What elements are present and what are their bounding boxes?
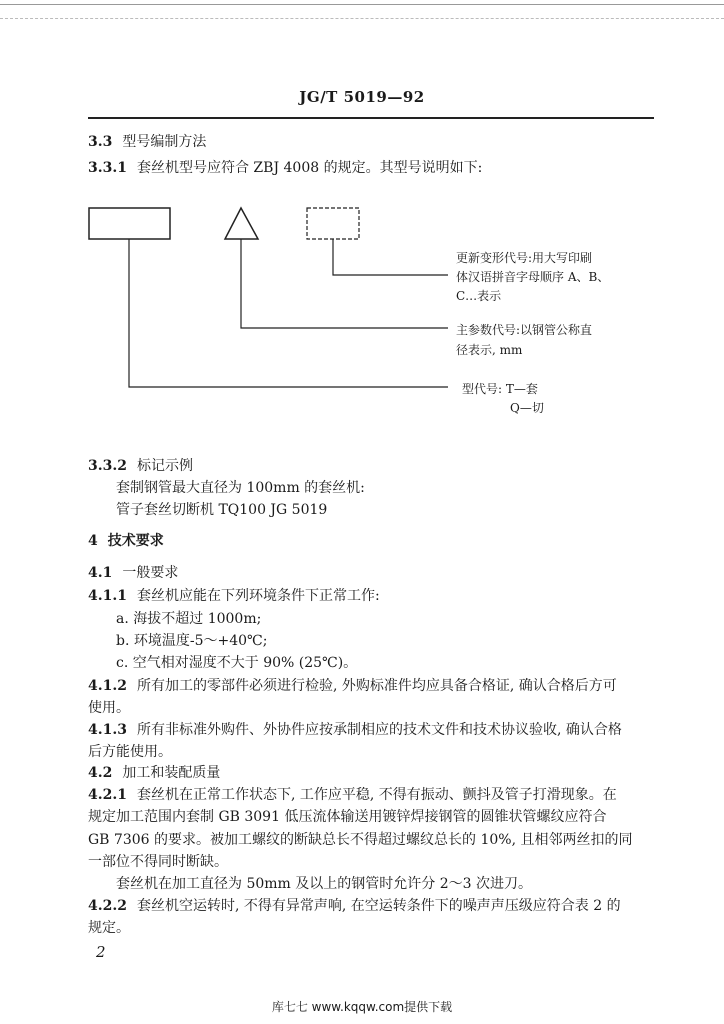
section-number: 4 xyxy=(88,533,98,549)
section-number: 4.1 xyxy=(88,565,113,581)
section-4-2-1-l3: GB 7306 的要求。被加工螺纹的断缺总长不得超过螺纹总长的 10%, 且相邻两丝扣的同 xyxy=(88,832,633,848)
section-title: 加工和装配质量 xyxy=(122,765,221,781)
section-number: 4.1.3 xyxy=(88,722,127,738)
label-variant-line2: 体汉语拼音字母顺序 A、B、 xyxy=(456,270,610,284)
section-number: 4.2.1 xyxy=(88,787,127,803)
section-4-1-3 xyxy=(88,719,622,739)
page-header: JG/T 5019—92 xyxy=(299,88,425,106)
label-type-line2: Q—切 xyxy=(510,401,544,415)
section-text: 套丝机应能在下列环境条件下正常工作: xyxy=(136,588,380,604)
section-number: 4.2 xyxy=(88,765,113,781)
section-4-2-1-l2: 规定加工范围内套制 GB 3091 低压流体输送用镀锌焊接钢管的圆锥状管螺纹应符合 xyxy=(88,809,607,825)
section-title: 一般要求 xyxy=(122,565,179,581)
section-number: 4.1.2 xyxy=(88,678,127,694)
section-text: 所有加工的零部件必须进行检验, 外购标准件均应具备合格证, 确认合格后方可 xyxy=(136,678,617,694)
base-code-box xyxy=(89,208,170,239)
section-title: 型号编制方法 xyxy=(122,134,207,150)
section-3-3-2 xyxy=(88,455,193,475)
section-4-2-2-cont: 规定。 xyxy=(88,920,130,936)
section-number: 3.3 xyxy=(88,134,113,150)
section-4-2 xyxy=(88,762,220,782)
variant-code-box xyxy=(307,208,359,239)
label-param-line1: 主参数代号:以钢管公称直 xyxy=(456,323,593,337)
leader-parameter xyxy=(241,239,448,328)
section-4 xyxy=(88,530,164,550)
example-line-1: 套制钢管最大直径为 100mm 的套丝机: xyxy=(116,480,365,496)
section-number: 3.3.2 xyxy=(88,458,127,474)
section-text: 套丝机型号应符合 ZBJ 4008 的规定。其型号说明如下: xyxy=(136,160,483,176)
download-footer: 库七七 www.kqqw.com提供下载 xyxy=(271,1000,453,1014)
section-number: 3.3.1 xyxy=(88,160,127,176)
section-number: 4.2.2 xyxy=(88,898,127,914)
condition-c: c. 空气相对湿度不大于 90% (25℃)。 xyxy=(116,655,358,671)
section-4-2-2 xyxy=(88,895,621,915)
section-4-1-2-cont: 使用。 xyxy=(88,700,130,716)
section-title: 标记示例 xyxy=(136,458,193,474)
leader-variant xyxy=(333,239,448,275)
label-variant-line1: 更新变形代号:用大写印刷 xyxy=(456,251,593,265)
label-param-line2: 径表示, mm xyxy=(456,343,523,357)
condition-a: a. 海拔不超过 1000m; xyxy=(116,611,262,627)
parameter-triangle xyxy=(225,208,258,239)
section-4-2-1-l5: 套丝机在加工直径为 50mm 及以上的钢管时允许分 2～3 次进刀。 xyxy=(116,876,532,892)
section-title: 技术要求 xyxy=(107,533,164,549)
section-4-2-1-l4: 一部位不得同时断缺。 xyxy=(88,854,228,870)
section-4-1-3-cont: 后方能使用。 xyxy=(88,744,172,760)
section-text: 所有非标准外购件、外协件应按承制相应的技术文件和技术协议验收, 确认合格 xyxy=(136,722,622,738)
page-number: 2 xyxy=(96,943,106,961)
label-type-line1: 型代号: T—套 xyxy=(462,382,538,396)
leader-type xyxy=(129,239,448,387)
section-text: 套丝机空运转时, 不得有异常声响, 在空运转条件下的噪声声压级应符合表 2 的 xyxy=(136,898,621,914)
section-4-2-1 xyxy=(88,784,617,804)
label-variant-line3: C…表示 xyxy=(456,289,502,303)
section-4-1 xyxy=(88,562,178,582)
section-number: 4.1.1 xyxy=(88,588,127,604)
condition-b: b. 环境温度-5～+40℃; xyxy=(116,633,268,649)
section-4-1-2 xyxy=(88,675,617,695)
example-line-2: 管子套丝切断机 TQ100 JG 5019 xyxy=(116,502,328,518)
section-4-1-1 xyxy=(88,585,380,605)
section-text: 套丝机在正常工作状态下, 工作应平稳, 不得有振动、颤抖及管子打滑现象。在 xyxy=(136,787,617,803)
